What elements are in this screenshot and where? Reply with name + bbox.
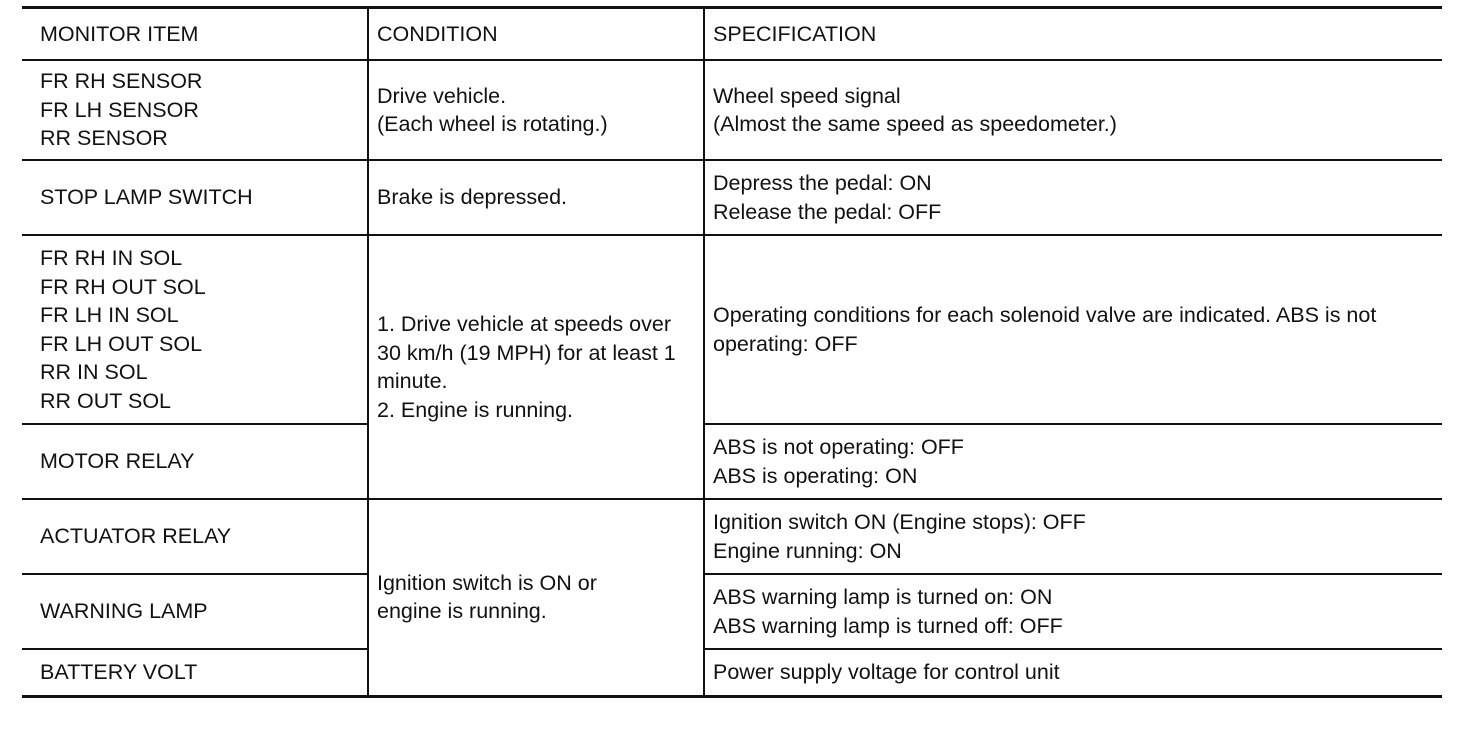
specification-cell	[704, 160, 1442, 235]
monitor-item: ACTUATOR RELAY	[40, 524, 232, 549]
monitor-item-cell	[22, 649, 368, 696]
table-row	[22, 235, 1442, 424]
monitor-item-cell	[22, 235, 368, 424]
specification-text: ABS warning lamp is turned on: ON	[713, 585, 1053, 609]
condition-cell	[368, 60, 704, 160]
header-condition: CONDITION	[368, 8, 704, 61]
specification-cell	[704, 235, 1442, 424]
specification-text: Engine running: ON	[713, 538, 902, 563]
specification-text: Operating conditions for each solenoid valve are indicated. ABS is not operating: OFF	[713, 303, 1377, 356]
condition-text: Brake is depressed.	[377, 185, 568, 210]
monitor-item: STOP LAMP SWITCH	[40, 185, 253, 210]
monitor-item-cell	[22, 574, 368, 649]
header-specification: SPECIFICATION	[704, 8, 1442, 61]
monitor-item-cell	[22, 60, 368, 160]
condition-cell	[368, 160, 704, 235]
table-header-row	[22, 8, 1442, 61]
monitor-item: RR OUT SOL	[40, 388, 172, 413]
condition-text: Drive vehicle.	[377, 83, 507, 108]
monitor-item: RR SENSOR	[40, 126, 168, 151]
table-row	[22, 424, 1442, 499]
monitor-item: RR IN SOL	[40, 360, 148, 384]
monitor-item-cell	[22, 424, 368, 499]
specification-cell	[704, 424, 1442, 499]
monitor-item: BATTERY VOLT	[40, 660, 198, 684]
condition-text: 2. Engine is running.	[377, 397, 574, 422]
monitor-item: FR LH IN SOL	[40, 303, 179, 327]
table-row	[22, 60, 1442, 160]
monitor-item-cell	[22, 160, 368, 235]
specification-text: Release the pedal: OFF	[713, 199, 942, 224]
specification-text: Depress the pedal: ON	[713, 171, 932, 195]
table-row	[22, 160, 1442, 235]
specification-text: Power supply voltage for control unit	[713, 660, 1060, 684]
table-row	[22, 499, 1442, 574]
specification-cell	[704, 574, 1442, 649]
monitor-item: FR RH SENSOR	[40, 69, 203, 94]
monitor-item: FR LH OUT SOL	[40, 331, 203, 356]
condition-text: Ignition switch is ON or engine is running.	[377, 570, 597, 624]
specification-text: Wheel speed signal	[713, 83, 901, 108]
monitor-table	[22, 6, 1442, 698]
specification-cell	[704, 499, 1442, 574]
condition-cell	[368, 235, 704, 499]
table-row	[22, 574, 1442, 649]
specification-cell	[704, 60, 1442, 160]
specification-cell	[704, 649, 1442, 696]
specification-text: Ignition switch ON (Engine stops): OFF	[713, 510, 1086, 534]
condition-cell	[368, 499, 704, 696]
monitor-item: MOTOR RELAY	[40, 449, 195, 474]
specification-text: ABS is not operating: OFF	[713, 435, 964, 459]
monitor-item: WARNING LAMP	[40, 599, 208, 624]
specification-text: ABS warning lamp is turned off: OFF	[713, 613, 1063, 638]
monitor-item: FR RH IN SOL	[40, 246, 183, 270]
monitor-item: FR RH OUT SOL	[40, 274, 206, 299]
table-row	[22, 649, 1442, 696]
condition-text: 1. Drive vehicle at speeds over 30 km/h (19 MPH) for at least 1 minute.	[377, 312, 676, 393]
monitor-item: FR LH SENSOR	[40, 97, 199, 122]
specification-text: ABS is operating: ON	[713, 463, 918, 488]
condition-text: (Each wheel is rotating.)	[377, 112, 608, 136]
specification-text: (Almost the same speed as speedometer.)	[713, 112, 1117, 136]
header-monitor-item: MONITOR ITEM	[40, 21, 199, 46]
monitor-item-cell	[22, 499, 368, 574]
